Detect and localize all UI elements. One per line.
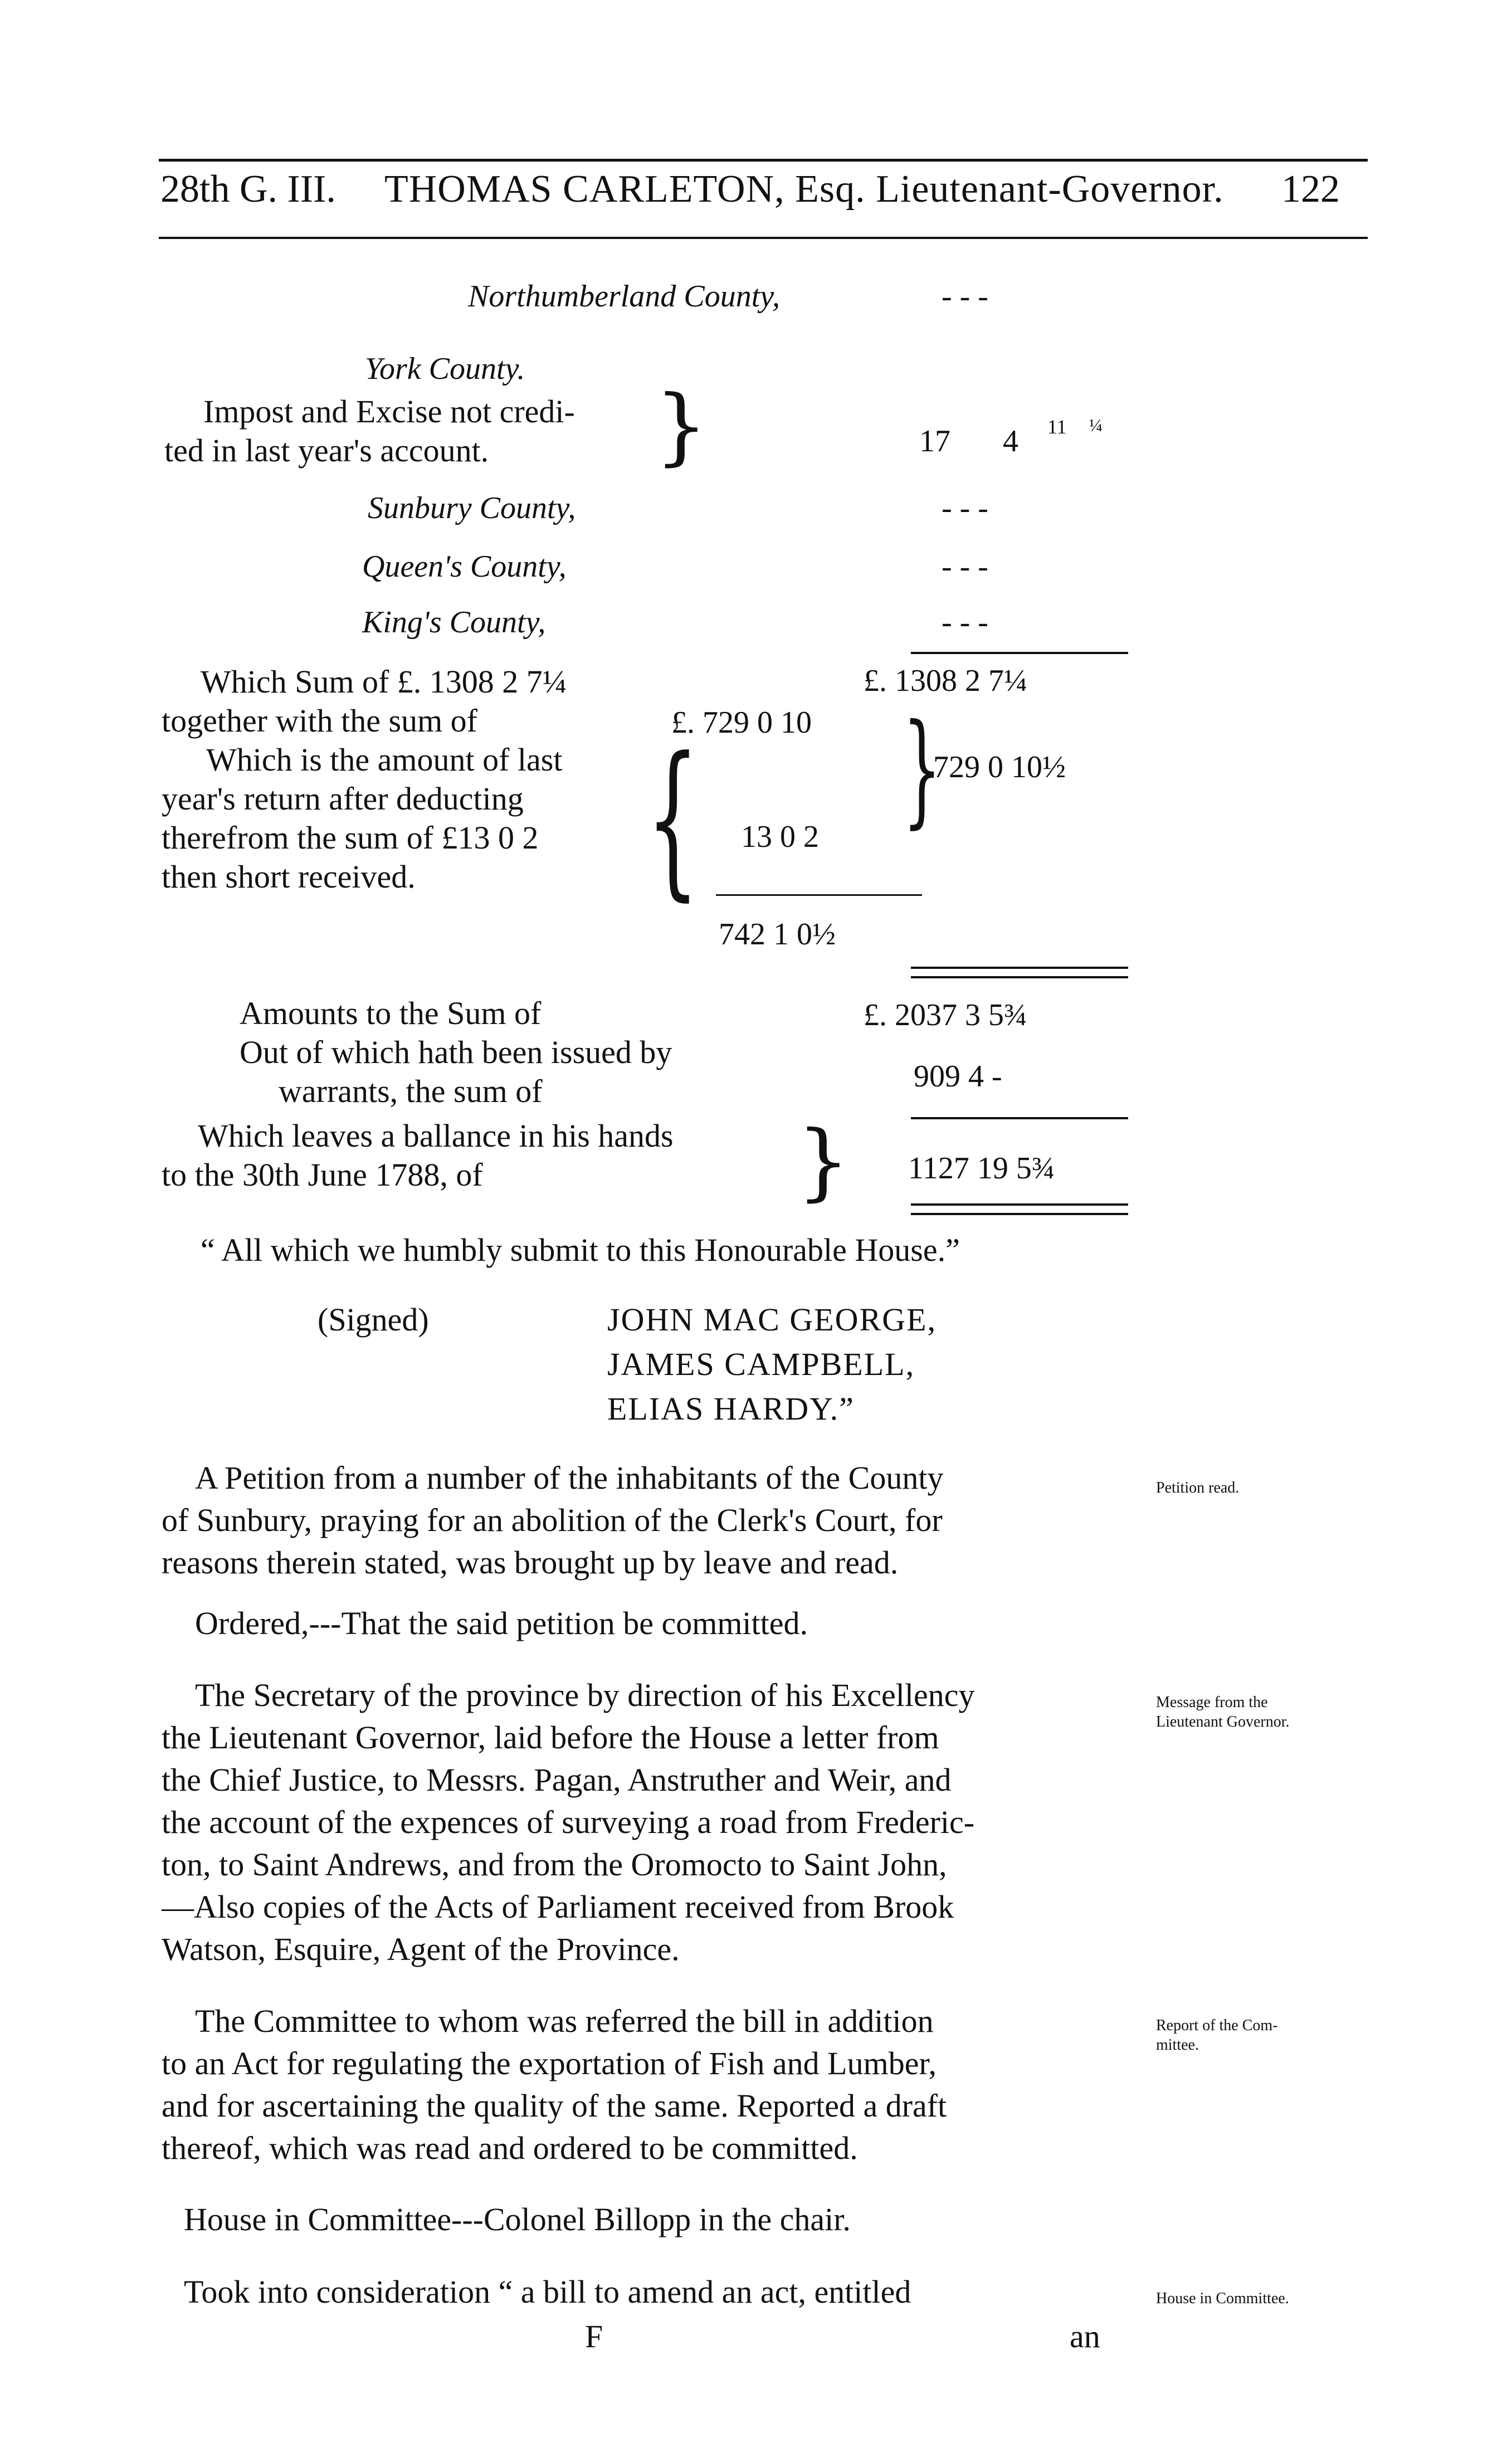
ordered-text: Ordered,---That the said petition be committed. <box>195 1605 808 1641</box>
column-rule-1 <box>911 652 1128 654</box>
took-into-consideration: Took into consideration “ a bill to amend an act, entitled <box>184 2274 911 2310</box>
impost-fraction: ¼ <box>1089 415 1103 435</box>
catchword: an <box>1070 2318 1100 2354</box>
summary-line-2: together with the sum of <box>162 703 478 739</box>
secretary-line-4: the account of the expences of surveying a road from Frederic- <box>162 1804 975 1840</box>
petition-line-2: of Sunbury, praying for an abolition of the Clerk's Court, for <box>162 1502 943 1538</box>
header-rule-top <box>159 159 1368 162</box>
sunbury-county: Sunbury County, <box>368 491 576 525</box>
issued-label-2: warrants, the sum of <box>279 1073 543 1109</box>
summary-729-amount: £. 729 0 10 <box>671 705 812 740</box>
issued-label-1: Out of which hath been issued by <box>240 1034 672 1070</box>
summary-col-729: 729 0 10½ <box>933 750 1066 784</box>
secretary-paragraph <box>162 1674 1137 1971</box>
margin-note-report-1: Report of the Com- <box>1156 2017 1278 2034</box>
balance-value: 1127 19 5¾ <box>908 1151 1055 1186</box>
kings-county: King's County, <box>362 605 546 640</box>
margin-note-house: House in Committee. <box>1156 2290 1289 2307</box>
balance-brace: } <box>797 1113 850 1210</box>
margin-note-message-1: Message from the <box>1156 1694 1268 1711</box>
secretary-line-7: Watson, Esquire, Agent of the Province. <box>162 1931 680 1967</box>
running-title: THOMAS CARLETON, Esq. Lieutenant-Governor. <box>384 168 1224 211</box>
secretary-line-2: the Lieutenant Governor, laid before the House a letter from <box>162 1719 939 1756</box>
petition-paragraph <box>162 1457 1137 1584</box>
amounts-value: £. 2037 3 5¾ <box>864 998 1027 1032</box>
summary-right-brace: } <box>903 698 942 840</box>
petition-line-1: A Petition from a number of the inhabitants of the County <box>195 1460 944 1496</box>
summary-left-brace: { <box>646 721 700 916</box>
column-rule-2b <box>911 976 1128 978</box>
regnal-year: 28th G. III. <box>160 168 336 211</box>
sunbury-dash: - - - <box>942 491 988 525</box>
signature-mark: F <box>585 2318 603 2354</box>
signed-label: (Signed) <box>318 1301 429 1338</box>
impost-pence: 11 <box>1047 416 1067 438</box>
summary-line-4: year's return after deducting <box>162 781 524 817</box>
queens-dash: - - - <box>942 549 988 584</box>
signer-3: ELIAS HARDY.” <box>607 1391 855 1427</box>
column-rule-4b <box>911 1213 1128 1215</box>
committee-line-2: to an Act for regulating the exportation of Fish and Lumber, <box>162 2045 937 2081</box>
issued-value: 909 4 - <box>914 1059 1002 1094</box>
margin-note-report-2: mittee. <box>1156 2036 1199 2054</box>
queens-county: Queen's County, <box>362 549 567 584</box>
margin-note-petition: Petition read. <box>1156 1479 1240 1496</box>
summary-subtotal: 742 1 0½ <box>719 917 836 952</box>
secretary-line-6: —Also copies of the Acts of Parliament received from Brook <box>162 1889 954 1925</box>
impost-line-1: Impost and Excise not credi- <box>203 393 575 430</box>
subtotal-rule <box>716 894 922 896</box>
secretary-line-1: The Secretary of the province by direction of his Excellency <box>195 1677 975 1713</box>
impost-brace: } <box>655 378 708 475</box>
summary-13-amount: 13 0 2 <box>741 820 819 854</box>
submission-text: “ All which we humbly submit to this Honourable House.” <box>201 1232 960 1268</box>
summary-line-6: then short received. <box>162 859 416 895</box>
margin-note-message-2: Lieutenant Governor. <box>1156 1713 1290 1730</box>
balance-label-1: Which leaves a ballance in his hands <box>198 1118 674 1154</box>
impost-shillings: 4 <box>1003 424 1018 459</box>
house-in-committee: House in Committee---Colonel Billopp in the chair. <box>184 2201 851 2237</box>
committee-line-3: and for ascertaining the quality of the same. Reported a draft <box>162 2088 947 2124</box>
signer-1: JOHN MAC GEORGE, <box>607 1301 937 1338</box>
column-rule-3 <box>911 1117 1128 1119</box>
committee-line-1: The Committee to whom was referred the bill in addition <box>195 2003 934 2039</box>
summary-line-1: Which Sum of £. 1308 2 7¼ <box>201 664 567 700</box>
summary-col-1308: £. 1308 2 7¼ <box>864 664 1027 698</box>
committee-paragraph <box>162 2000 1137 2170</box>
secretary-line-3: the Chief Justice, to Messrs. Pagan, Anstruther and Weir, and <box>162 1762 952 1798</box>
signer-2: JAMES CAMPBELL, <box>607 1346 915 1382</box>
amounts-label: Amounts to the Sum of <box>240 995 542 1031</box>
impost-line-2: ted in last year's account. <box>164 432 489 469</box>
northumberland-county: Northumberland County, <box>468 279 781 314</box>
petition-line-3: reasons therein stated, was brought up by leave and read. <box>162 1544 899 1581</box>
summary-line-3: Which is the amount of last <box>206 742 563 778</box>
committee-line-4: thereof, which was read and ordered to be committed. <box>162 2130 858 2166</box>
impost-pounds: 17 <box>919 424 950 459</box>
page-number: 122 <box>1281 168 1340 211</box>
kings-dash: - - - <box>942 605 988 640</box>
column-rule-4a <box>911 1203 1128 1206</box>
header-rule-bottom <box>159 237 1368 239</box>
york-county: York County. <box>365 352 525 386</box>
northumberland-dash: - - - <box>942 279 988 314</box>
secretary-line-5: ton, to Saint Andrews, and from the Oromocto to Saint John, <box>162 1846 947 1883</box>
column-rule-2a <box>911 967 1128 969</box>
summary-line-5: therefrom the sum of £13 0 2 <box>162 820 539 856</box>
balance-label-2: to the 30th June 1788, of <box>162 1157 483 1193</box>
